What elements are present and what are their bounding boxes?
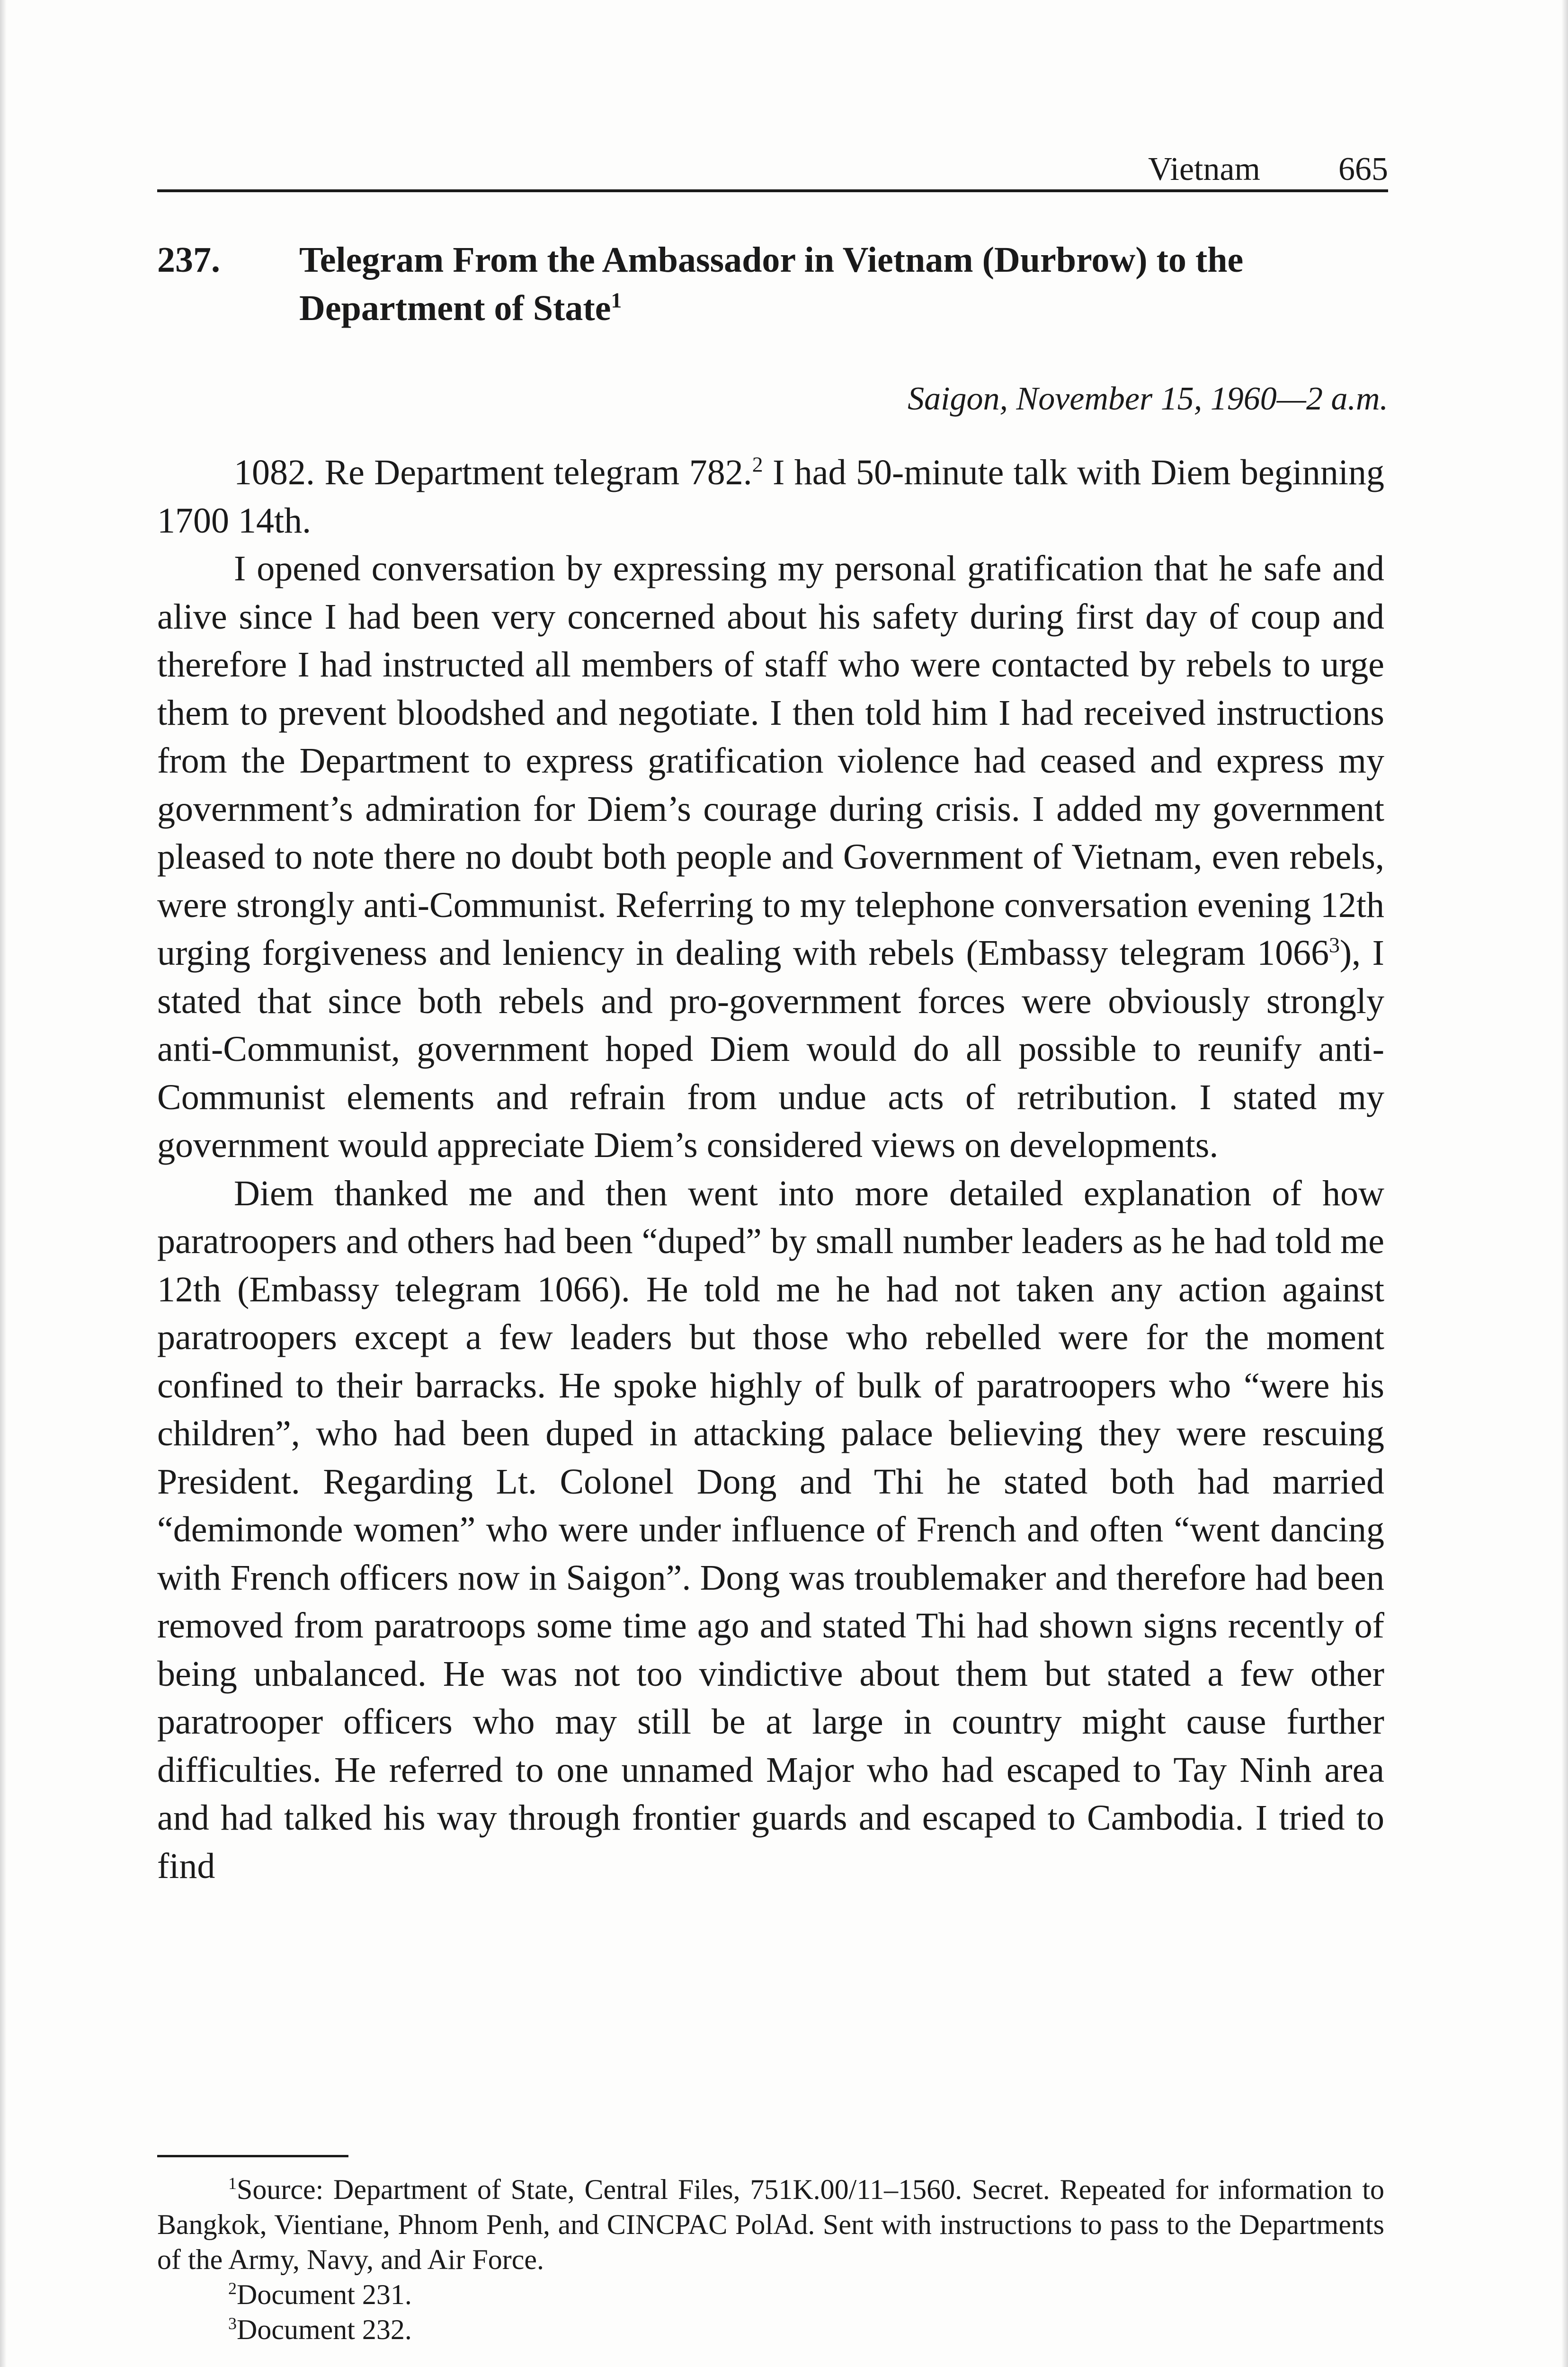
scan-edge-right <box>1561 0 1568 2367</box>
footnote-2-mark: 2 <box>228 2279 237 2298</box>
paragraph-2-text-b: ), I stated that since both rebels and pro-government forces were obviously strongly anti-Communist, government hoped Diem would do all possible to reunify anti-Communist elements and refrain from undue acts of retribution. I stated my government would appreciate Diem’s considered views on developments. <box>157 933 1384 1165</box>
footnote-1-mark: 1 <box>228 2174 237 2193</box>
document-number: 237. <box>157 240 220 280</box>
page-number: 665 <box>1338 151 1388 187</box>
dateline: Saigon, November 15, 1960—2 a.m. <box>908 381 1388 417</box>
scan-edge-left <box>0 0 7 2367</box>
document-title: Telegram From the Ambassador in Vietnam (Durbrow) to the Department of State <box>299 240 1244 328</box>
paragraph-3: Diem thanked me and then went into more detailed explanation of how paratroopers and others had been “duped” by small number leaders as he had told me 12th (Embassy telegram 1066). He told me he had not taken any action against paratroopers except a few leaders but those who rebelled were for the moment confined to their barracks. He spoke highly of bulk of paratroopers who “were his children”, who had been duped in attacking palace believing they were rescuing President. Regarding Lt. Colonel Dong and Thi he stated both had married “demimonde women” who were under influence of French and often “went dancing with French officers now in Saigon”. Dong was troublemaker and therefore had been removed from paratroops some time ago and stated Thi had shown signs recently of being unbalanced. He was not too vindictive about them but stated a few other paratrooper officers who may still be at large in country might cause further difficulties. He referred to one unnamed Major who had escaped to Tay Ninh area and had talked his way through frontier guards and escaped to Cambodia. I tried to find <box>157 1173 1384 1886</box>
document-title-block <box>299 236 1388 332</box>
footnote-1-text: Source: Department of State, Central Files, 751K.00/11–1560. Secret. Repeated for information to Bangkok, Vientiane, Phnom Penh, and CINCPAC PolAd. Sent with instructions to pass to the Departments of the Army, Navy, and Air Force. <box>157 2174 1384 2275</box>
paragraph-1-text-a: 1082. Re Department telegram 782. <box>234 453 752 492</box>
footnote-3-text: Document 232. <box>237 2314 412 2345</box>
footnote-3-mark: 3 <box>228 2314 237 2333</box>
telegram-body <box>157 449 1384 1890</box>
title-footnote-ref: 1 <box>611 288 622 312</box>
footnote-rule <box>157 2155 348 2157</box>
footnote-2-text: Document 231. <box>237 2279 412 2310</box>
footnote-3 <box>157 2312 1384 2347</box>
running-head <box>157 147 1388 192</box>
footnotes <box>157 2172 1384 2347</box>
footnote-ref-3: 3 <box>1329 933 1340 957</box>
header-rule <box>157 189 1388 192</box>
paragraph-1 <box>157 449 1384 545</box>
paragraph-2 <box>157 545 1384 1170</box>
footnote-1 <box>157 2172 1384 2277</box>
running-head-section: Vietnam <box>1148 151 1260 187</box>
paragraph-2-text-a: I opened conversation by expressing my personal gratification that he safe and alive since I had been very concerned about his safety during first day of coup and therefore I had instructed all members of staff who were contacted by rebels to urge them to prevent bloodshed and negotiate. I then told him I had received instructions from the Department to express gratification violence had ceased and express my government’s admiration for Diem’s courage during crisis. I added my government pleased to note there no doubt both people and Government of Vietnam, even rebels, were strongly anti-Communist. Referring to my telephone conversation evening 12th urging forgiveness and leniency in dealing with rebels (Embassy telegram 1066 <box>157 549 1384 973</box>
footnote-ref-2: 2 <box>752 452 763 477</box>
paragraph-1-text-b: I had 50-minute talk with Diem beginning 1700 14th. <box>157 453 1384 541</box>
footnote-2 <box>157 2277 1384 2312</box>
